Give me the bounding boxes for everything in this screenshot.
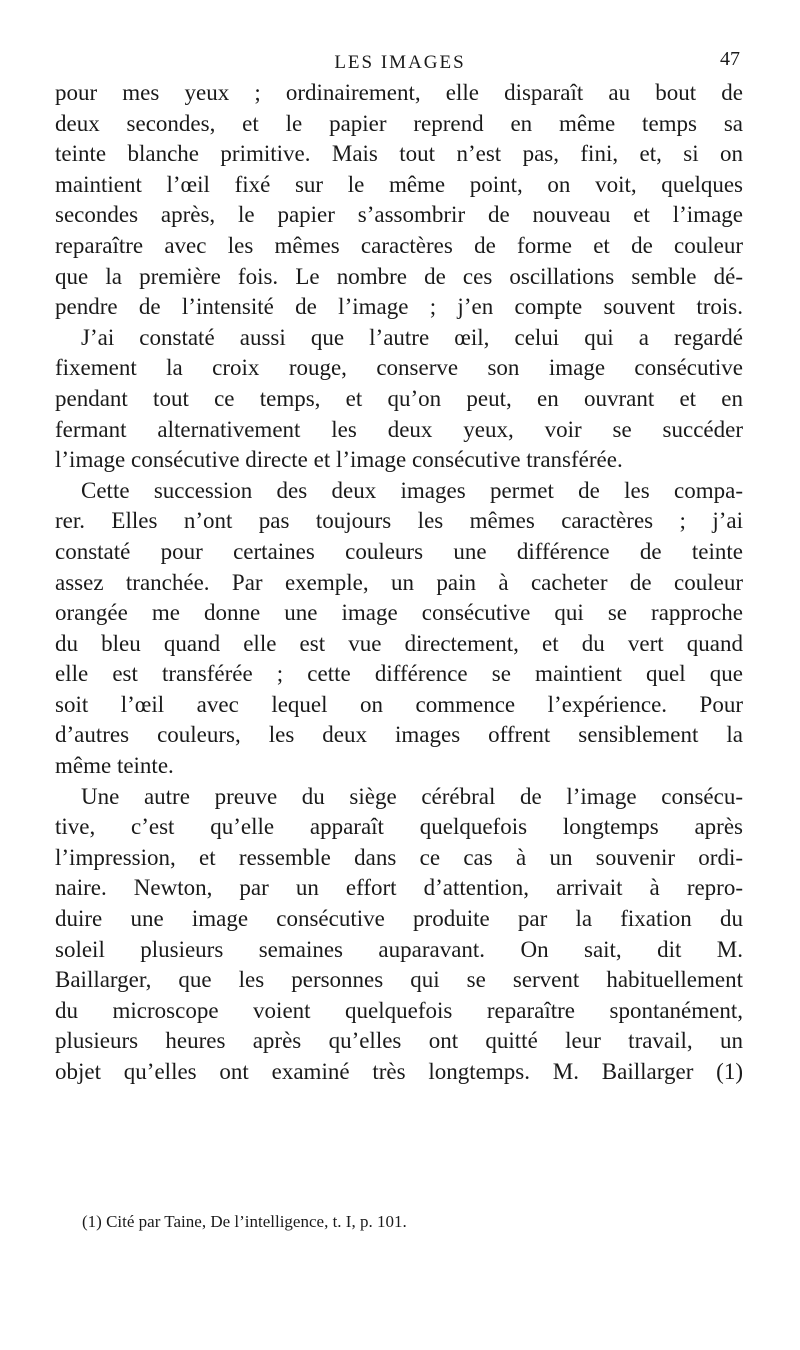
text-line: elle est transférée ; cette différence se maintient quel que xyxy=(55,661,743,687)
text-line: maintient l’œil fixé sur le même point, on voit, quelques xyxy=(55,171,743,197)
text-line: plusieurs heures après qu’elles ont quitté leur travail, un xyxy=(55,1028,743,1054)
text-line: Baillarger, que les personnes qui se servent habituellement xyxy=(55,967,743,993)
text-line: l’impression, et ressemble dans ce cas à un souvenir ordi- xyxy=(55,844,743,870)
text-line: orangée me donne une image consécutive qui se rapproche xyxy=(55,600,743,626)
text-line: Une autre preuve du siège cérébral de l’image consécu- xyxy=(81,783,743,809)
text-line: naire. Newton, par un effort d’attention, arrivait à repro- xyxy=(55,875,743,901)
page-number: 47 xyxy=(720,48,740,70)
text-line: J’ai constaté aussi que l’autre œil, celui qui a regardé xyxy=(81,324,743,350)
text-line: fermant alternativement les deux yeux, voir se succéder xyxy=(55,416,743,442)
text-line: rer. Elles n’ont pas toujours les mêmes caractères ; j’ai xyxy=(55,508,743,534)
text-line: objet qu’elles ont examiné très longtemps. M. Baillarger (1) xyxy=(55,1059,743,1084)
text-line: constaté pour certaines couleurs une différence de teinte xyxy=(55,538,743,564)
text-line: secondes après, le papier s’assombrir de nouveau et l’image xyxy=(55,202,743,228)
text-line: même teinte. xyxy=(55,753,174,779)
text-line: reparaître avec les mêmes caractères de forme et de couleur xyxy=(55,232,743,258)
text-line: teinte blanche primitive. Mais tout n’est pas, fini, et, si on xyxy=(55,141,743,167)
text-line: pendant tout ce temps, et qu’on peut, en ouvrant et en xyxy=(55,385,743,411)
text-line: fixement la croix rouge, conserve son image consécutive xyxy=(55,355,743,381)
text-line: d’autres couleurs, les deux images offrent sensiblement la xyxy=(55,722,743,748)
text-line: soleil plusieurs semaines auparavant. On sait, dit M. xyxy=(55,936,743,962)
text-line: tive, c’est qu’elle apparaît quelquefois longtemps après xyxy=(55,814,743,840)
text-line: Cette succession des deux images permet de les compa- xyxy=(81,477,743,503)
text-line: duire une image consécutive produite par la fixation du xyxy=(55,906,743,932)
running-title: LES IMAGES xyxy=(334,52,466,73)
text-line: du microscope voient quelquefois reparaître spontanément, xyxy=(55,997,743,1023)
text-line: pendre de l’intensité de l’image ; j’en compte souvent trois. xyxy=(55,294,743,320)
footnote: (1) Cité par Taine, De l’intelligence, t. I, p. 101. xyxy=(82,1212,407,1231)
text-line: l’image consécutive directe et l’image consécutive transférée. xyxy=(55,447,623,473)
text-line: du bleu quand elle est vue directement, et du vert quand xyxy=(55,630,743,656)
text-line: soit l’œil avec lequel on commence l’expérience. Pour xyxy=(55,691,743,717)
running-head xyxy=(0,48,800,76)
body-text xyxy=(55,78,743,1088)
text-line: deux secondes, et le papier reprend en même temps sa xyxy=(55,110,743,136)
text-line: assez tranchée. Par exemple, un pain à cacheter de couleur xyxy=(55,569,743,595)
text-line: pour mes yeux ; ordinairement, elle disparaît au bout de xyxy=(55,80,743,105)
text-line: que la première fois. Le nombre de ces oscillations semble dé- xyxy=(55,263,743,289)
